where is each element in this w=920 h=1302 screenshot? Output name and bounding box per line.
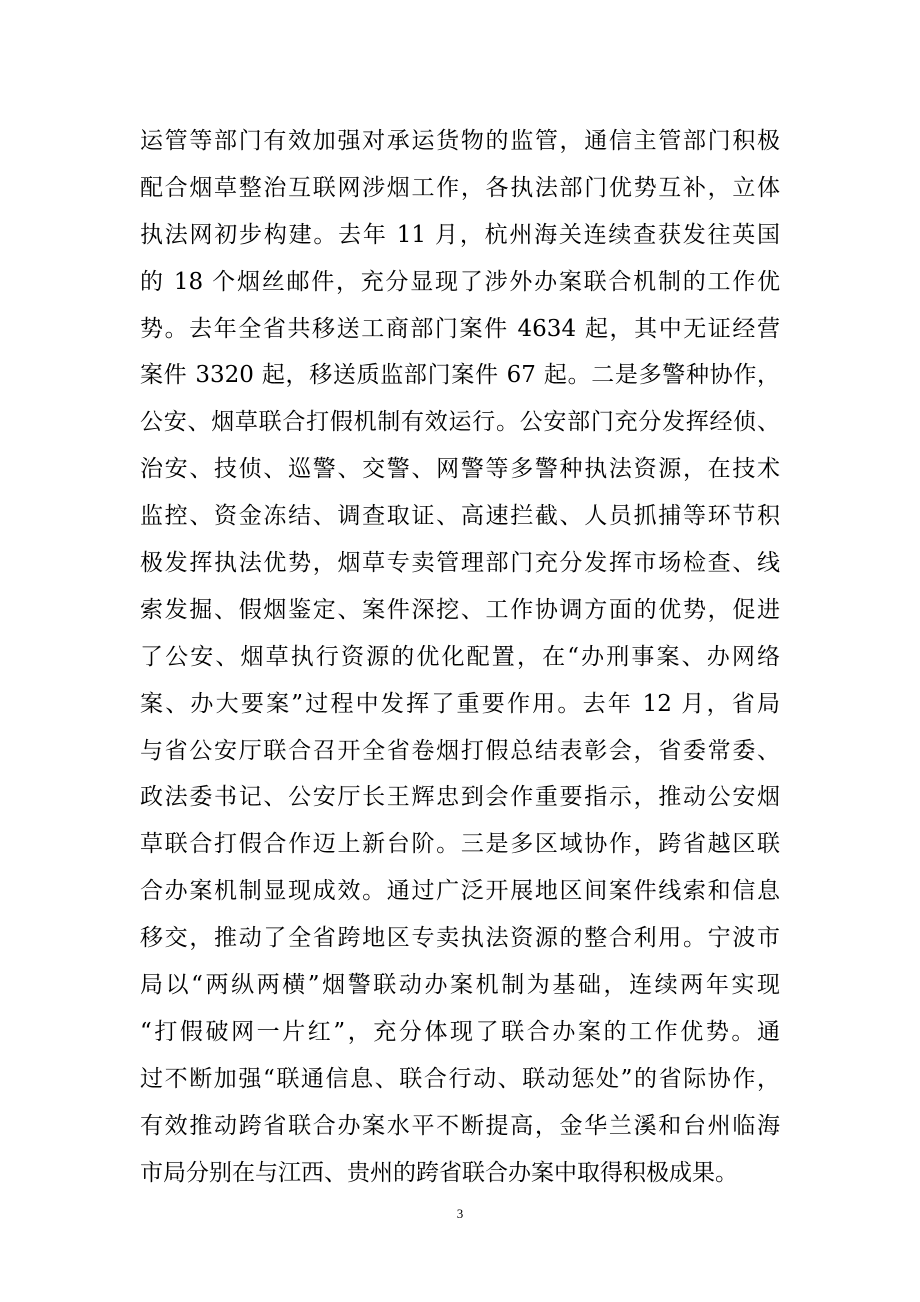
text-line: 局以“两纵两横”烟警联动办案机制为基础，连续两年实现 (140, 972, 780, 999)
text-line: 案、办大要案”过程中发挥了重要作用。去年 12 月，省局 (140, 690, 780, 717)
body-text (140, 118, 780, 1196)
page-number: 3 (456, 1206, 464, 1221)
text-line: 配合烟草整治互联网涉烟工作，各执法部门优势互补，立体 (140, 174, 780, 201)
text-line: 极发挥执法优势，烟草专卖管理部门充分发挥市场检查、线 (140, 550, 780, 577)
text-line: 了公安、烟草执行资源的优化配置，在“办刑事案、办网络 (140, 643, 780, 670)
text-line: 势。去年全省共移送工商部门案件 4634 起，其中无证经营 (140, 315, 780, 342)
text-line: 的 18 个烟丝邮件，充分显现了涉外办案联合机制的工作优 (140, 268, 780, 295)
text-line: 有效推动跨省联合办案水平不断提高，金华兰溪和台州临海 (140, 1112, 780, 1139)
text-line: “打假破网一片红”，充分体现了联合办案的工作优势。通 (140, 1018, 780, 1045)
text-line: 过不断加强“联通信息、联合行动、联动惩处”的省际协作， (140, 1065, 780, 1092)
text-line: 合办案机制显现成效。通过广泛开展地区间案件线索和信息 (140, 878, 780, 905)
text-line: 公安、烟草联合打假机制有效运行。公安部门充分发挥经侦、 (140, 409, 780, 436)
text-line: 索发掘、假烟鉴定、案件深挖、工作协调方面的优势，促进 (140, 596, 780, 623)
text-line: 与省公安厅联合召开全省卷烟打假总结表彰会，省委常委、 (140, 737, 780, 764)
text-line: 执法网初步构建。去年 11 月，杭州海关连续查获发往英国 (140, 221, 780, 248)
text-line: 运管等部门有效加强对承运货物的监管，通信主管部门积极 (140, 128, 780, 154)
text-line: 治安、技侦、巡警、交警、网警等多警种执法资源，在技术 (140, 456, 780, 483)
text-line: 监控、资金冻结、调查取证、高速拦截、人员抓捕等环节积 (140, 503, 780, 530)
text-line: 政法委书记、公安厅长王辉忠到会作重要指示，推动公安烟 (140, 784, 780, 811)
text-line: 草联合打假合作迈上新台阶。三是多区域协作，跨省越区联 (140, 831, 780, 858)
text-line: 移交，推动了全省跨地区专卖执法资源的整合利用。宁波市 (140, 925, 780, 952)
text-line: 市局分别在与江西、贵州的跨省联合办案中取得积极成果。 (140, 1159, 738, 1186)
text-line: 案件 3320 起，移送质监部门案件 67 起。二是多警种协作， (140, 362, 780, 389)
